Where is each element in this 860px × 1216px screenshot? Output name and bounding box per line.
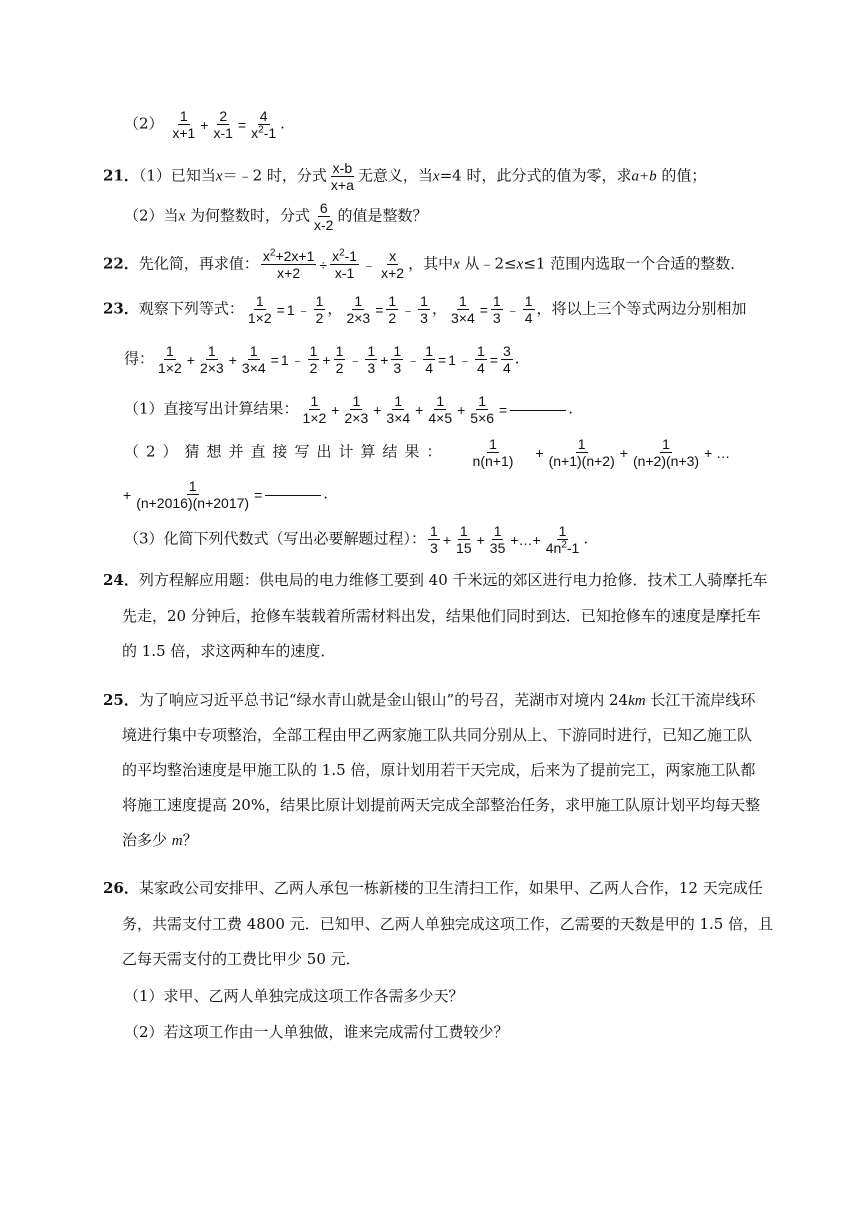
problem-21-line-1: 21．（1）已知当x＝﹣2 时，分式 $\frac{x-b}{x+a}$ 无意义，当x=4 时，此分式的值为零，求a+b 的值； <box>103 160 707 193</box>
fraction: $\frac{x^2+2x+1}{x+2}$ <box>262 247 315 281</box>
problem-24-line-3: 的 1.5 倍，求这两种车的速度． <box>122 642 336 660</box>
problem-23-q2-cont: + $\frac{1}{(n+2016)(n+2017)}$ = . <box>123 478 329 511</box>
problem-25-line-4: 将施工速度提高 20%，结果比原计划提前两天完成全部整治任务，求甲施工队原计划平均每天整 <box>122 796 761 814</box>
problem-26-line-2: 务，共需支付工费 4800 元．已知甲、乙两人单独完成这项工作，乙需要的天数是甲的 1.5 倍，且 <box>122 915 774 933</box>
problem-25-line-1: 25．为了响应习近平总书记“绿水青山就是金山银山”的号召，芜湖市对境内 24km 长江干流岸线环 <box>103 691 756 709</box>
fraction: $\frac{4}{x^2-1}$ <box>251 108 277 141</box>
problem-25-line-2: 境进行集中专项整治，全部工程由甲乙两家施工队共同分别从上、下游同时进行，已知乙施工队 <box>122 726 753 744</box>
answer-blank[interactable] <box>265 494 321 496</box>
problem-24-line-2: 先走，20 分钟后，抢修车装载着所需材料出发，结果他们同时到达．已知抢修车的速度是摩托车 <box>122 607 761 625</box>
fraction: $\frac{2}{x-1}$ <box>213 108 233 141</box>
answer-blank[interactable] <box>510 409 566 411</box>
problem-25-line-5: 治多少 m？ <box>122 831 198 849</box>
problem-26-line-3: 乙每天需支付的工费比甲少 50 元． <box>122 950 361 968</box>
problem-26-q1: （1）求甲、乙两人单独完成这项工作各需多少天？ <box>124 987 464 1005</box>
problem-26-q2: （2）若这项工作由一人单独做，谁来完成需付工费较少？ <box>124 1023 509 1041</box>
problem-23-line-2: 得： $\frac{1}{1\times 2}$ + $\frac{1}{2\times 3}$ + $\frac{1}{3\times 4}$ = 1 ﹣ $\frac{1}{2}$ + $\frac{1}{2}$ ﹣ $\frac{1}{3}$ + $\frac{1}{3}$ ﹣ $\frac{1}{4}$ = 1 ﹣ $\frac{1}{4}$ = $\frac{3}{4}$ . <box>124 343 520 376</box>
problem-24-line-1: 24．列方程解应用题：供电局的电力维修工要到 40 千米远的郊区进行电力抢修．技术工人骑摩托车 <box>103 571 768 589</box>
problem-21-line-2: （2）当x 为何整数时，分式 $\frac{6}{x-2}$ 的值是整数？ <box>124 200 428 233</box>
problem-23-line-1: 23．观察下列等式： $\frac{1}{1\times 2}$ = 1 ﹣ $\frac{1}{2}$ ， $\frac{1}{2\times 3}$ = $\frac{1}{2}$ ﹣ $\frac{1}{3}$ ， $\frac{1}{3\times 4}$ = $\frac{1}{3}$ ﹣ $\frac{1}{4}$ ，将以上三个等式两边分别相加 <box>103 293 747 326</box>
problem-26-line-1: 26．某家政公司安排甲、乙两人承包一栋新楼的卫生清扫工作，如果甲、乙两人合作，12 天完成任 <box>103 879 763 897</box>
problem-22: 22．先化简，再求值： $\frac{x^2+2x+1}{x+2}$ ÷ $\frac{x^2-1}{x-1}$ ﹣ $\frac{x}{x+2}$ ，其中x 从﹣2≤x≤1 范围内选取一个合适的整数． <box>103 247 746 281</box>
problem-23-q1: （1）直接写出计算结果： $\frac{1}{1\times 2}$ + $\frac{1}{2\times 3}$ + $\frac{1}{3\times 4}$ + $\frac{1}{4\times 5}$ + $\frac{1}{5\times 6}$ = . <box>124 393 574 426</box>
problem-23-q3: （3）化简下列代数式（写出必要解题过程）： $\frac{1}{3}$ + $\frac{1}{15}$ + $\frac{1}{35}$ +…+ $\frac{1}{4n^2-1}$ . <box>124 523 589 556</box>
fraction: $\frac{x-b}{x+a}$ <box>330 160 354 193</box>
fraction: $\frac{6}{x-2}$ <box>314 200 334 233</box>
problem-25-line-3: 的平均整治速度是甲施工队的 1.5 倍，原计划用若干天完成，后来为了提前完工，两家施工队都 <box>122 761 756 779</box>
problem-20-part-2: （2） $\frac{1}{x+1}$ + $\frac{2}{x-1}$ = $\frac{4}{x^2-1}$ . <box>124 108 285 141</box>
fraction: $\frac{x}{x+2}$ <box>381 248 405 281</box>
problem-23-q2: （2）猜想并直接写出计算结果： $\frac{1}{n(n+1)}$ + $\frac{1}{(n+1)(n+2)}$ + $\frac{1}{(n+2)(n+3)}$ + … <box>124 436 731 469</box>
fraction: $\frac{x^2-1}{x-1}$ <box>332 247 358 281</box>
fraction: $\frac{1}{x+1}$ <box>172 108 196 141</box>
